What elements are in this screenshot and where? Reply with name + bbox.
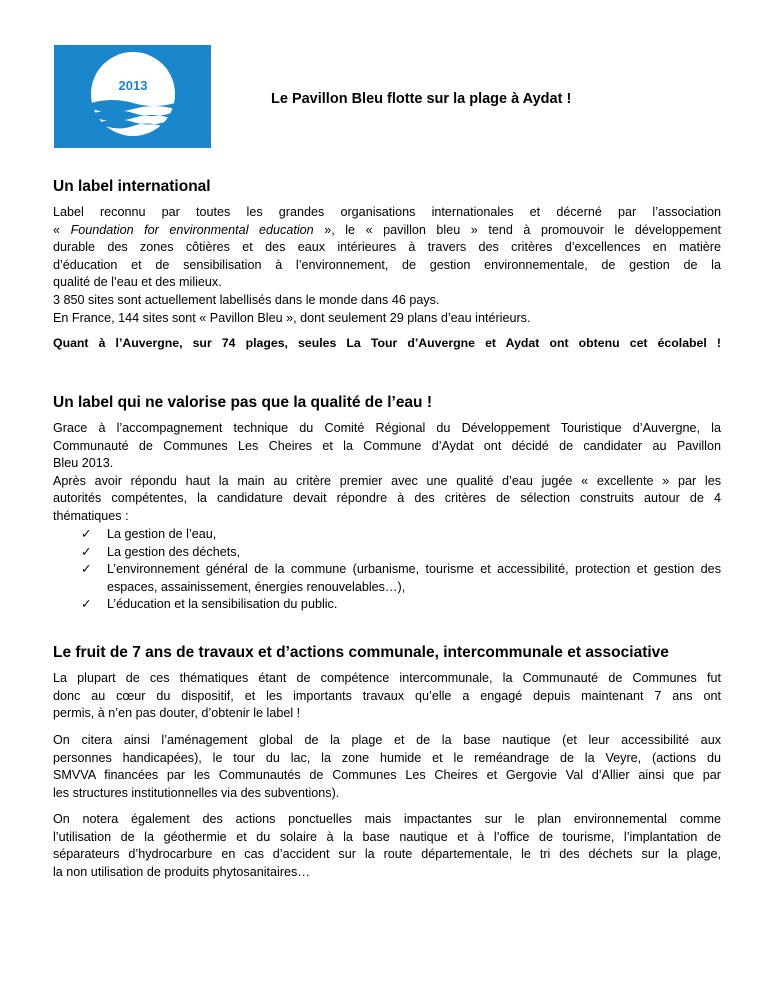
pavillon-bleu-logo — [54, 45, 211, 148]
section3-paragraph-2 — [53, 732, 721, 802]
list-item-text: La gestion des déchets, — [107, 544, 241, 559]
text-line: Grace à l’accompagnement technique du Comité Régional du Développement Touristique d’Auvergne, la — [53, 421, 721, 435]
text-line: SMVVA financées par les Communautés de Communes Les Cheires et Gergovie Val d’Allier ainsi que par — [53, 768, 721, 783]
text-line: On notera également des actions ponctuelles mais impactantes sur le plan environnemental comme — [53, 812, 721, 826]
auvergne-highlight: Quant à l’Auvergne, sur 74 plages, seules La Tour d’Auvergne et Aydat ont obtenu cet écolabel ! — [53, 336, 721, 350]
sites-france-count: En France, 144 sites sont « Pavillon Bleu », dont seulement 29 plans d’eau intérieurs. — [53, 310, 531, 325]
checkmark-icon: ✓ — [81, 544, 92, 559]
text-line: La plupart de ces thématiques étant de compétence intercommunale, la Communauté de Communes fut — [53, 671, 721, 685]
section1-paragraph — [53, 204, 721, 327]
section2-paragraph-1 — [53, 420, 721, 526]
section3-paragraph-1 — [53, 670, 721, 723]
text-line: Label reconnu par toutes les grandes organisations internationales et décerné par l’association — [53, 205, 721, 219]
text-line: séparateurs d’hydrocarbure en cas d’accident sur la route départementale, le tri des déchets sur la plage, — [53, 847, 721, 862]
checkmark-icon: ✓ — [81, 527, 92, 541]
list-item — [53, 526, 721, 544]
sites-world-count: 3 850 sites sont actuellement labellisés dans le monde dans 46 pays. — [53, 292, 440, 307]
page-title: Le Pavillon Bleu flotte sur la plage à Aydat ! — [271, 91, 572, 107]
text-line: Communauté de Communes Les Cheires et la Commune d’Aydat ont décidé de candidater au Pavillon — [53, 438, 721, 453]
thematiques-list — [53, 526, 721, 614]
text-line: donc au cœur du dispositif, et les importants travaux qu’elle a engagé depuis maintenant 7 ans ont — [53, 688, 721, 703]
text-line: l’utilisation de la géothermie et du solaire à la base nautique et à l’office de tourisme, l’implantation de — [53, 829, 721, 844]
checkmark-icon: ✓ — [81, 597, 92, 612]
foundation-name: Foundation for environmental education — [70, 222, 314, 237]
section-heading-international: Un label international — [53, 178, 211, 195]
text-line: permis, à n’en pas douter, d’obtenir le label ! — [53, 706, 301, 721]
checkmark-icon: ✓ — [81, 562, 92, 577]
text-run: », le « pavillon bleu » tend à promouvoir le développement — [313, 222, 721, 237]
text-line: durable des zones côtières et des eaux intérieures à travers des critères d’excellences en matière — [53, 240, 721, 255]
blue-flag-wave-icon — [54, 45, 211, 148]
text-line: Bleu 2013. — [53, 456, 114, 471]
text-line: d’éducation et de sensibilisation à l’environnement, de gestion environnementale, de gestion de la — [53, 257, 721, 272]
text-line: la non utilisation de produits phytosanitaires… — [53, 864, 310, 879]
text-line: qualité de l’eau et des milieux. — [53, 275, 222, 290]
list-item — [53, 544, 721, 562]
list-item-text: L’éducation et la sensibilisation du public. — [107, 597, 338, 612]
list-item-text: L’environnement général de la commune (urbanisme, tourisme et accessibilité, protection et gestion des espaces, assainissement, énergies renouvelables…), — [107, 562, 721, 594]
logo-year: 2013 — [118, 78, 148, 93]
text-line: thématiques : — [53, 508, 129, 523]
section-heading-fruit: Le fruit de 7 ans de travaux et d’actions communale, intercommunale et associative — [53, 644, 669, 661]
text-run: « — [53, 222, 71, 237]
section3-paragraph-3 — [53, 811, 721, 881]
text-line — [53, 222, 721, 240]
list-item-text: La gestion de l’eau, — [107, 527, 217, 541]
section-heading-qualite: Un label qui ne valorise pas que la qualité de l’eau ! — [53, 394, 432, 411]
text-line: autorités compétentes, la candidature devait répondre à des critères de sélection construits autour de 4 — [53, 491, 721, 506]
text-line: Après avoir répondu haut la main au critère premier avec une qualité d’eau jugée « excellente » par les — [53, 473, 721, 488]
text-line: personnes handicapées), le tour du lac, la zone humide et le reméandrage de la Veyre, (actions du — [53, 750, 721, 765]
list-item — [53, 596, 721, 614]
list-item — [53, 561, 721, 596]
text-line: On citera ainsi l’aménagement global de la plage et de la base nautique (et leur accessibilité aux — [53, 733, 721, 747]
text-line: les structures institutionnelles via des subventions). — [53, 785, 340, 800]
